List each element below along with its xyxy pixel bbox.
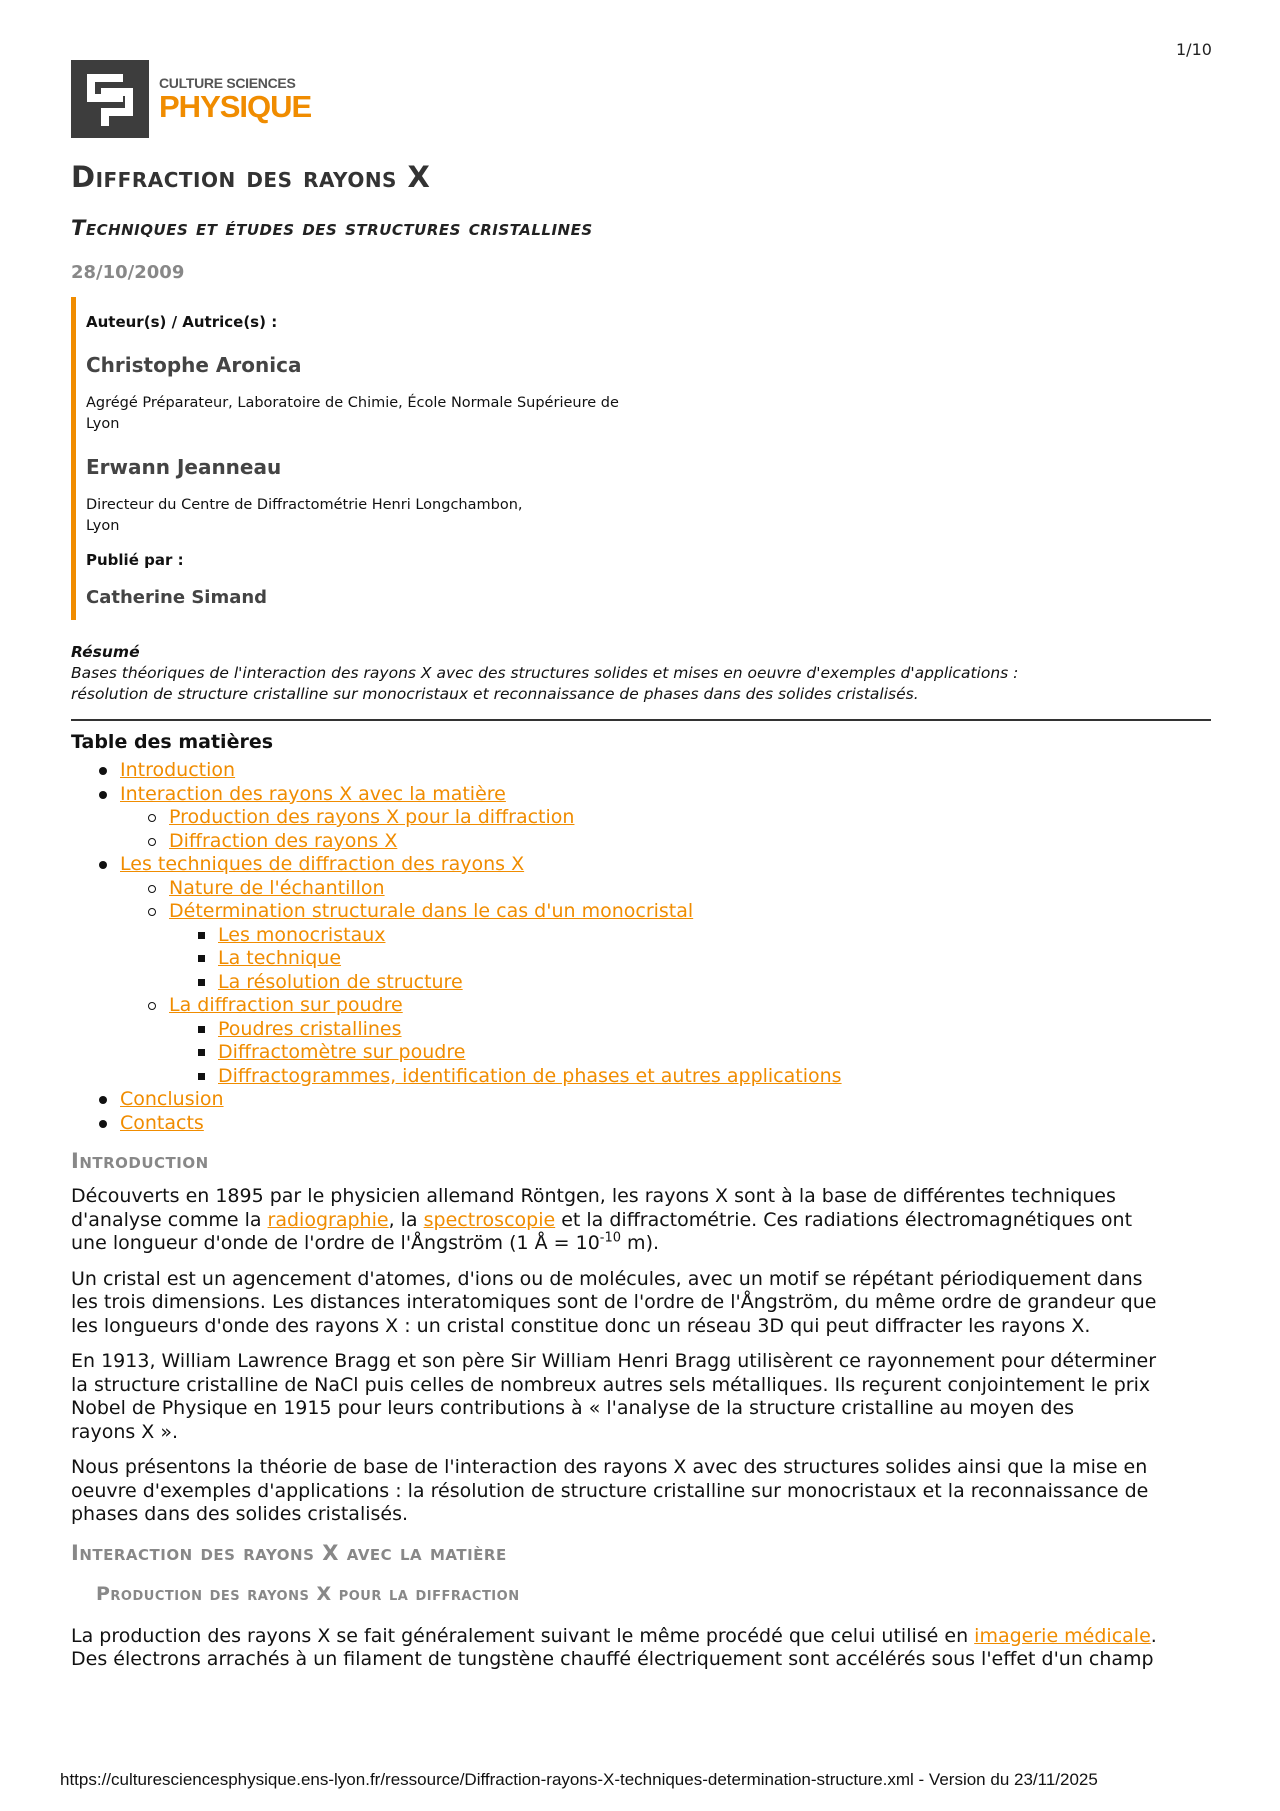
authors-box [71,297,706,620]
paragraph: Un cristal est un agencement d'atomes, d'ions ou de molécules, avec un motif se répétant périodiquement dans les trois dimensions. Les distances interatomiques sont de l'ordre de l'Ångström, du même ordre de grandeur que les longueurs d'onde des rayons X : un cristal constitue donc un réseau 3D qui peut diffracter les rayons X. [71,1267,1157,1337]
bullet-icon [99,791,107,799]
square-bullet-icon [198,979,205,986]
circle-bullet-icon [148,908,156,916]
abstract-line: résolution de structure cristalline sur monocristaux et reconnaissance de phases dans des solides cristalisés. [71,685,919,703]
abstract-title: Résumé [71,643,140,661]
document-title: Diffraction des rayons X [71,160,431,194]
document-subtitle: Techniques et études des structures cristallines [71,216,593,240]
toc-item [71,759,1211,783]
toc-link-poudres-cristallines[interactable]: Poudres cristallines [218,1017,402,1040]
square-bullet-icon [198,1026,205,1033]
square-bullet-icon [198,1073,205,1080]
toc-item [71,1041,1211,1065]
toc-title: Table des matières [71,731,274,753]
square-bullet-icon [198,932,205,939]
section-heading-interaction: Interaction des rayons X avec la matière [71,1540,507,1565]
document-content [71,160,1211,1672]
paragraph: La production des rayons X se fait généralement suivant le même procédé que celui utilisé en imagerie médicale. Des électrons arrachés à un filament de tungstène chauffé électriquement sont accélérés sous l'effet d'un champ [71,1624,1157,1670]
toc-item [71,806,1211,830]
bullet-icon [99,1096,107,1104]
square-bullet-icon [198,955,205,962]
divider [71,719,1211,721]
author-name: Erwann Jeanneau [86,455,282,479]
bullet-icon [99,1120,107,1128]
toc-item [71,830,1211,854]
toc-item [71,947,1211,971]
toc-item [71,853,1211,877]
author-name: Christophe Aronica [86,353,302,377]
toc-link-resolution[interactable]: La résolution de structure [218,970,463,993]
circle-bullet-icon [148,814,156,822]
link-spectroscopie[interactable]: spectroscopie [423,1208,556,1231]
publication-date: 28/10/2009 [71,262,185,283]
link-radiographie[interactable]: radiographie [267,1208,389,1231]
abstract-line: Bases théoriques de l'interaction des rayons X avec des structures solides et mises en oeuvre d'exemples d'applications : [71,664,1019,682]
paragraph: Nous présentons la théorie de base de l'interaction des rayons X avec des structures solides ainsi que la mise en oeuvre d'exemples d'applications : la résolution de structure cristalline sur monocristaux et la reconnaissance de phases dans des solides cristalisés. [71,1456,1149,1525]
toc-item [71,1112,1211,1136]
logo-line2: PHYSIQUE [159,89,312,124]
author-affiliation: Directeur du Centre de Diffractométrie Henri Longchambon, Lyon [86,497,523,534]
footer-url: https://culturesciencesphysique.ens-lyon.fr/ressource/Diffraction-rayons-X-techniques-determination-structure.xml - Version du 23/11/2025 [60,1770,1098,1789]
toc-item [71,877,1211,901]
paragraph: Découverts en 1895 par le physicien allemand Röntgen, les rayons X sont à la base de différentes techniques d'analyse comme la radiographie, la spectroscopie et la diffractométrie. Ces radiations électromagnétiques ont une longueur d'onde de l'ordre de l'Ångström (1 Å = $10^{-10}$ m). [71,1185,1133,1254]
toc-item [71,783,1211,807]
toc-item [71,900,1211,924]
toc-link-diffractogrammes[interactable]: Diffractogrammes, identification de phases et autres applications [218,1064,842,1087]
toc-item [71,1018,1211,1042]
abstract [71,642,1211,705]
toc-item [71,1065,1211,1089]
toc-link-poudre[interactable]: La diffraction sur poudre [169,994,403,1016]
toc-link-determination[interactable]: Détermination structurale dans le cas d'un monocristal [169,900,694,922]
circle-bullet-icon [148,885,156,893]
toc-item [71,924,1211,948]
toc-link-diffraction[interactable]: Diffraction des rayons X [169,829,398,852]
toc-link-interaction[interactable]: Interaction des rayons X avec la matière [120,782,506,805]
bullet-icon [99,861,107,869]
link-imagerie-medicale[interactable]: imagerie médicale [974,1624,1151,1647]
toc-link-introduction[interactable]: Introduction [120,759,236,781]
toc-link-monocristaux[interactable]: Les monocristaux [218,923,386,946]
paragraph: En 1913, William Lawrence Bragg et son père Sir William Henri Bragg utilisèrent ce rayonnement pour déterminer la structure cristalline de NaCl puis celles de nombreux autres sels métalliques. Ils reçurent conjointement le prix Nobel de Physique en 1915 pour leurs contributions à « l'analyse de la structure cristalline au moyen des rayons X ». [71,1350,1157,1443]
table-of-contents [71,759,1211,1135]
page-number: 1/10 [1176,40,1212,59]
toc-link-conclusion[interactable]: Conclusion [120,1088,224,1110]
publisher-name: Catherine Simand [86,587,268,608]
publisher-label: Publié par : [86,551,184,569]
toc-link-production[interactable]: Production des rayons X pour la diffraction [169,806,575,828]
circle-bullet-icon [148,838,156,846]
circle-bullet-icon [148,1002,156,1010]
toc-link-contacts[interactable]: Contacts [120,1111,204,1134]
toc-item [71,994,1211,1018]
toc-link-diffractometre[interactable]: Diffractomètre sur poudre [218,1041,466,1063]
bullet-icon [99,767,107,775]
toc-link-techniques[interactable]: Les techniques de diffraction des rayons X [120,853,525,875]
logo-mark-icon [71,60,149,138]
toc-item [71,971,1211,995]
toc-link-technique[interactable]: La technique [218,947,342,969]
author-affiliation: Agrégé Préparateur, Laboratoire de Chimie, École Normale Supérieure de Lyon [86,395,619,432]
authors-label: Auteur(s) / Autrice(s) : [86,313,278,331]
logo-line1: CULTURE SCIENCES [159,75,296,91]
toc-item [71,1088,1211,1112]
subsection-heading-production: Production des rayons X pour la diffraction [96,1582,520,1605]
section-heading-introduction: Introduction [71,1149,209,1173]
toc-link-nature[interactable]: Nature de l'échantillon [169,876,385,899]
square-bullet-icon [198,1049,205,1056]
site-logo[interactable] [71,60,311,138]
